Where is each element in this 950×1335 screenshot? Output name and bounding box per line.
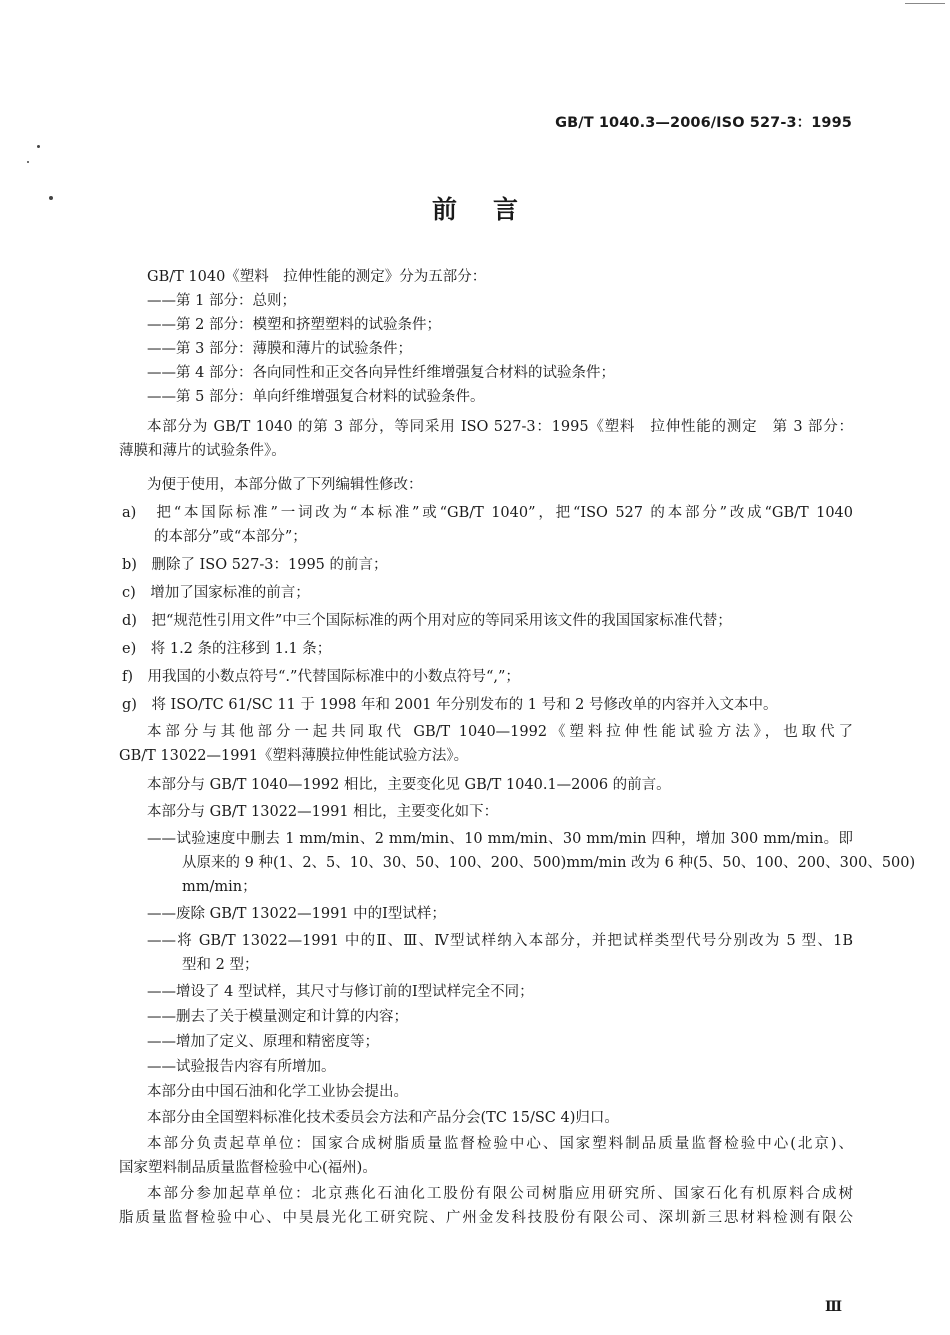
list-item: g) 将 ISO/TC 61/SC 11 于 1998 年和 2001 年分别发布的 1 号和 2 号修改单的内容并入文本中。 — [122, 697, 778, 713]
page-title: 前言 — [431, 195, 554, 224]
text-line: 本部分由中国石油和化学工业协会提出。 — [147, 1084, 408, 1100]
text-line: mm/min； — [182, 879, 257, 895]
text-line: 本部分与 GB/T 13022—1991 相比，主要变化如下： — [147, 804, 499, 820]
scan-speck — [49, 196, 53, 200]
list-item: e) 将 1.2 条的注移到 1.1 条； — [122, 641, 332, 657]
list-item: ——将 GB/T 13022—1991 中的Ⅱ、Ⅲ、Ⅳ型试样纳入本部分，并把试样类型代号分别改为 5 型、1B — [147, 933, 853, 949]
list-item: ——试验报告内容有所增加。 — [147, 1059, 336, 1075]
list-item: ——增设了 4 型试样，其尺寸与修订前的Ⅰ型试样完全不同； — [147, 984, 534, 1000]
text-line: 的本部分”或“本部分”； — [154, 529, 307, 545]
list-item: ——废除 GB/T 13022—1991 中的Ⅰ型试样； — [147, 906, 446, 922]
text-line: 本部分参加起草单位：北京燕化石油化工股份有限公司树脂应用研究所、国家石化有机原料合成树 — [147, 1186, 853, 1202]
text-line: 本部分与其他部分一起共同取代 GB/T 1040—1992《塑料拉伸性能试验方法》，也取代了 — [147, 724, 853, 740]
scan-mark — [905, 3, 945, 4]
text-line: 本部分由全国塑料标准化技术委员会方法和产品分会(TC 15/SC 4)归口。 — [147, 1110, 619, 1126]
text-line: 为便于使用，本部分做了下列编辑性修改： — [147, 477, 423, 493]
list-item: ——试验速度中删去 1 mm/min、2 mm/min、10 mm/min、30 mm/min 四种，增加 300 mm/min。即 — [147, 831, 853, 847]
text-line: 本部分为 GB/T 1040 的第 3 部分，等同采用 ISO 527-3：1995《塑料 拉伸性能的测定 第 3 部分： — [147, 419, 853, 435]
list-item: b) 删除了 ISO 527-3：1995 的前言； — [122, 557, 388, 573]
scan-speck — [37, 145, 40, 148]
text-line: 脂质量监督检验中心、中昊晨光化工研究院、广州金发科技股份有限公司、深圳新三思材料检测有限公 — [119, 1210, 853, 1226]
list-item: ——第 5 部分：单向纤维增强复合材料的试验条件。 — [147, 389, 485, 405]
list-item: ——第 3 部分：薄膜和薄片的试验条件； — [147, 341, 412, 357]
text-line: 薄膜和薄片的试验条件》。 — [119, 443, 286, 459]
list-item: d) 把“规范性引用文件”中三个国际标准的两个用对应的等同采用该文件的我国国家标准代替； — [122, 613, 732, 629]
text-line: 本部分与 GB/T 1040—1992 相比，主要变化见 GB/T 1040.1—2006 的前言。 — [147, 777, 671, 793]
list-item: ——第 2 部分：模塑和挤塑塑料的试验条件； — [147, 317, 441, 333]
list-item: ——增加了定义、原理和精密度等； — [147, 1034, 379, 1050]
scan-speck — [27, 161, 29, 163]
text-line: GB/T 1040《塑料 拉伸性能的测定》分为五部分： — [147, 269, 487, 285]
text-line: 从原来的 9 种(1、2、5、10、30、50、100、200、500)mm/min 改为 6 种(5、50、100、200、300、500) — [182, 855, 916, 871]
text-line: 型和 2 型； — [182, 957, 259, 973]
page-number: Ⅲ — [824, 1299, 842, 1315]
list-item: ——删去了关于模量测定和计算的内容； — [147, 1009, 408, 1025]
list-item: c) 增加了国家标准的前言； — [122, 585, 310, 601]
text-line: 本部分负责起草单位：国家合成树脂质量监督检验中心、国家塑料制品质量监督检验中心(北京)、 — [147, 1136, 853, 1152]
text-line: GB/T 13022—1991《塑料薄膜拉伸性能试验方法》。 — [119, 748, 469, 764]
list-item: ——第 1 部分：总则； — [147, 293, 296, 309]
text-line: 国家塑料制品质量监督检验中心(福州)。 — [119, 1160, 377, 1176]
list-item: a) 把“本国际标准”一词改为“本标准”或“GB/T 1040”，把“ISO 527 的本部分”改成“GB/T 1040 — [122, 505, 853, 521]
standard-number: GB/T 1040.3—2006/ISO 527-3：1995 — [555, 115, 852, 131]
list-item: f) 用我国的小数点符号“.”代替国际标准中的小数点符号“,”； — [122, 669, 520, 685]
list-item: ——第 4 部分：各向同性和正交各向异性纤维增强复合材料的试验条件； — [147, 365, 615, 381]
